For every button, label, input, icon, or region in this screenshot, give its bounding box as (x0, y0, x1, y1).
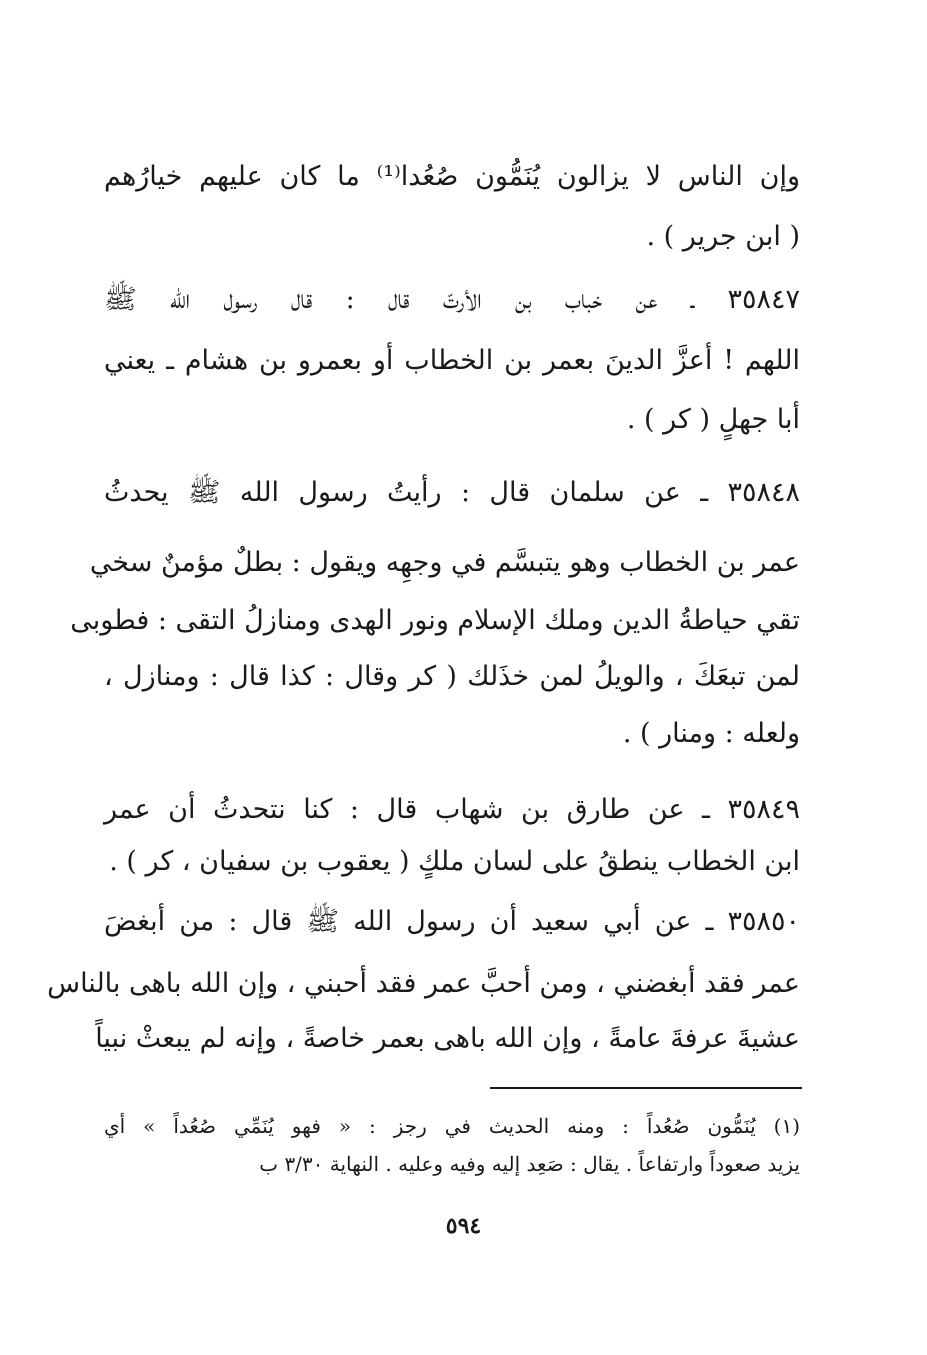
hadith-35849-heading: ٣٥٨٤٩ ـ عن طارق بن شهاب قال : كنا نتحدثُ أن عمر (104, 794, 800, 825)
text-line: تقي حياطةُ الدين وملك الإسلام ونور الهدى ومنازلُ التقى : فطوبى (70, 605, 800, 636)
citation-line: ( ابن جرير ) . (646, 221, 800, 252)
page-number: ٥٩٤ (445, 1213, 482, 1239)
text-line: عمر بن الخطاب وهو يتبسَّم في وجهِه ويقول : بطلٌ مؤمنٌ سخي (89, 547, 800, 578)
footnote-divider (490, 1087, 802, 1089)
text-line: لمن تبعَكَ ، والويلُ لمن خذَلك ( كر وقال : كذا قال : ومنازل ، (104, 661, 800, 692)
text-line: ولعله : ومنار ) . (622, 718, 800, 749)
hadith-35848-heading: ٣٥٨٤٨ ـ عن سلمان قال : رأيتُ رسول الله ﷺ يحدثُ (104, 477, 800, 508)
text-line: اللهم ! أعزَّ الدينَ بعمر بن الخطاب أو بعمرو بن هشام ـ يعني (104, 345, 800, 376)
text-line: وإن الناس لا يزالون يُنَمُّون صُعُدا⁽¹⁾ ما كان عليهم خيارُهم (104, 161, 800, 192)
text-line: ابن الخطاب ينطقُ على لسان ملكٍ ( يعقوب بن سفيان ، كر ) . (109, 846, 800, 877)
hadith-35847-heading: ٣٥٨٤٧ ـ عن خباب بن الأرتّ قال : قال رسول الله ﷺ (104, 284, 800, 315)
hadith-35850-heading: ٣٥٨٥٠ ـ عن أبي سعيد أن رسول الله ﷺ قال : من أبغضَ (104, 906, 800, 937)
text-line: عشيةَ عرفةَ عامةً ، وإن الله باهى بعمر خاصةً ، وإنه لم يبعثْ نبياً (95, 1023, 800, 1054)
footnote-line: (١) يُنَمُّون صُعُداً : ومنه الحديث في رجز : « فهو يُنَمِّي صُعُداً » أي (104, 1114, 800, 1138)
text-line: أبا جهلٍ ( كر ) . (626, 404, 800, 435)
text-line: عمر فقد أبغضني ، ومن أحبَّ عمر فقد أحبني ، وإن الله باهى بالناس (47, 968, 800, 999)
footnote-line: يزيد صعوداً وارتفاعاً . يقال : صَعِد إليه وفيه وعليه . النهاية ٣/٣٠ ب (259, 1152, 800, 1176)
